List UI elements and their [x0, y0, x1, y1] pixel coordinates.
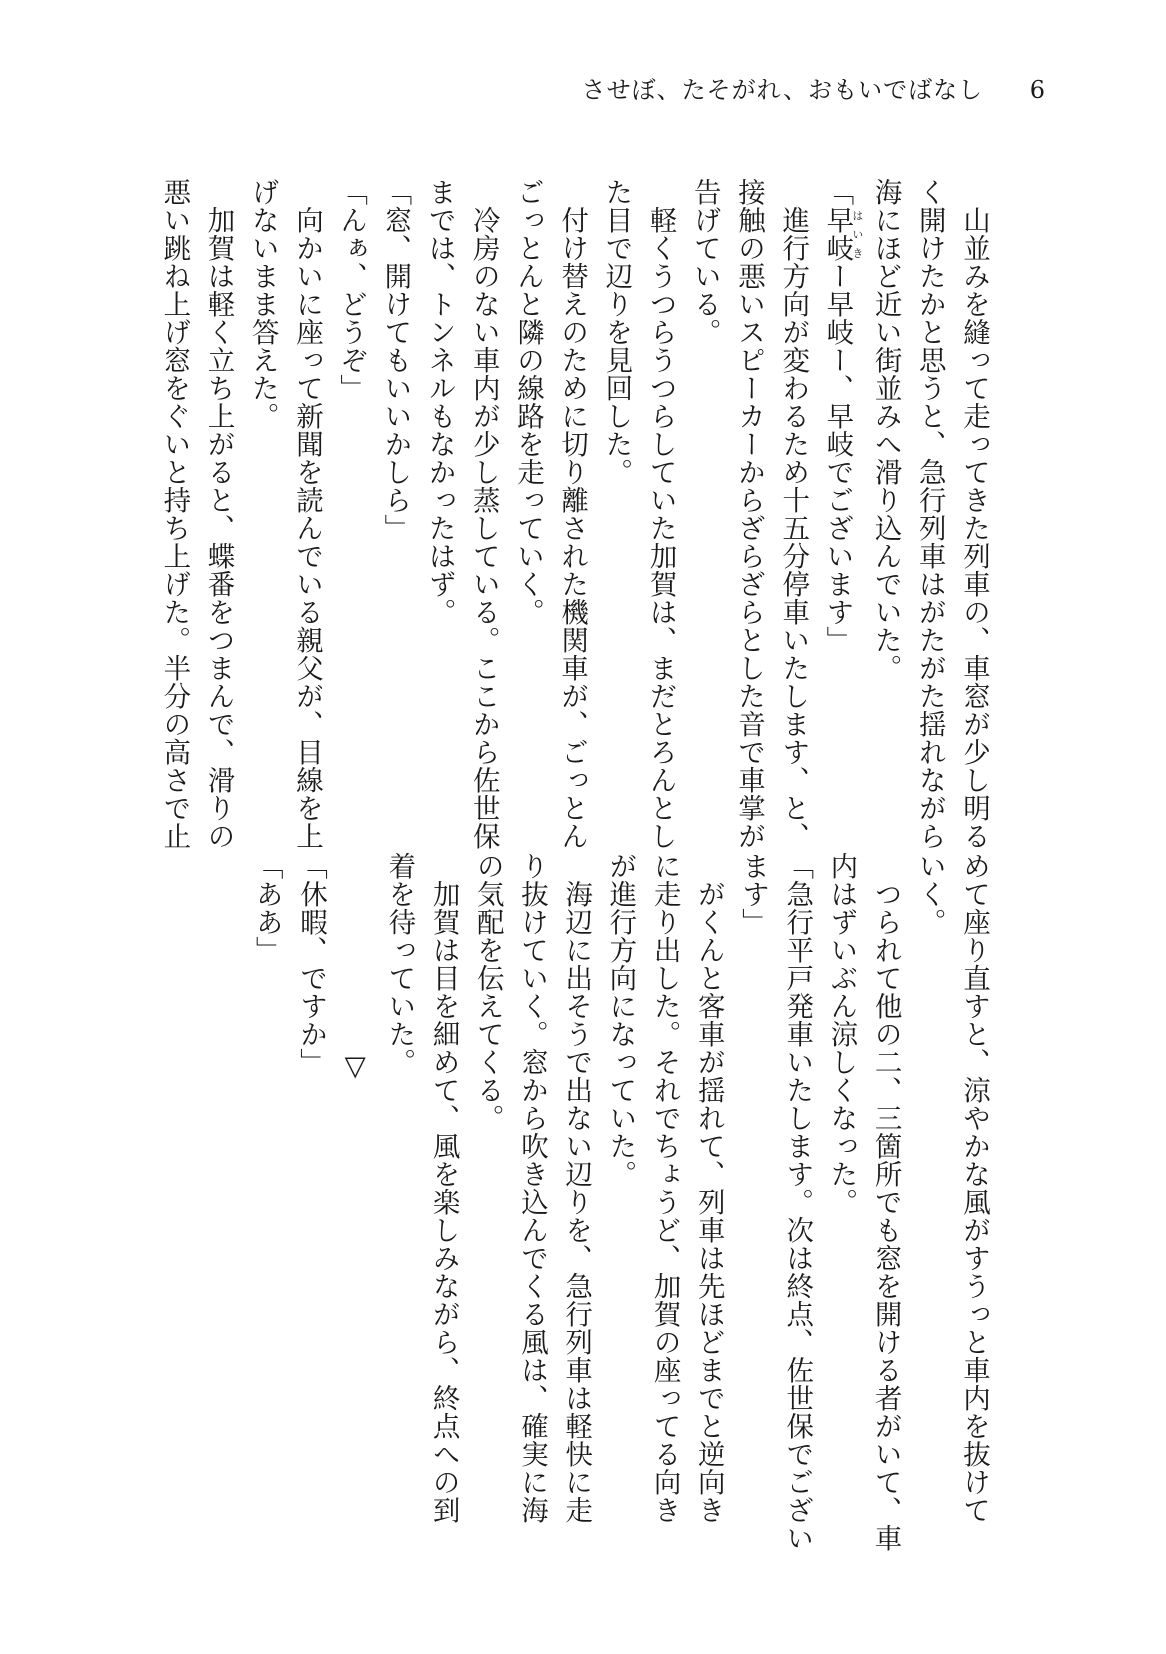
text-line: ます」 [736, 852, 769, 936]
text-line: 軽くうつらうつらしていた加賀は、まだとろんとし [644, 205, 677, 850]
text-line: 加賀は軽く立ち上がると、蝶番をつまんで、滑りの [202, 205, 235, 850]
text-line: 加賀は目を細めて、風を楽しみながら、終点への到 [427, 879, 460, 1524]
text-line: げないまま答えた。 [246, 178, 279, 430]
text-line: までは、トンネルもなかったはず。 [423, 178, 456, 626]
text-line: 内はずいぶん涼しくなった。 [825, 852, 858, 1216]
ruby-base: 早岐 [821, 206, 854, 262]
text-line: 向かいに座って新聞を読んでいる親父が、目線を上 [290, 205, 323, 850]
text-line: り抜けていく。窓から吹き込んでくる風は、確実に海 [515, 852, 548, 1524]
ruby-reading: はいき [850, 206, 864, 262]
text-line: 「休暇、ですか」 [294, 852, 327, 1076]
text-line: 海辺に出そうで出ない辺りを、急行列車は軽快に走 [560, 879, 593, 1524]
text-line: 「窓、開けてもいいかしら」 [379, 178, 412, 542]
text-line: 着を待っていた。 [383, 852, 416, 1076]
text-line: がくんと客車が揺れて、列車は先ほどまでと逆向き [692, 879, 725, 1524]
text-line: 海にほど近い街並みへ滑り込んでいた。 [869, 178, 902, 682]
text-segment: ー早岐ー、早岐でございます」 [821, 262, 854, 654]
text-line: に走り出した。それでちょうど、加賀の座ってる向き [648, 852, 681, 1524]
running-title: させぼ、たそがれ、おもいでばなし [581, 76, 984, 104]
text-line: 「ああ」 [250, 852, 283, 964]
text-line: いく。 [913, 852, 946, 936]
text-line: めて座り直すと、涼やかな風がすうっと車内を抜けて [958, 852, 990, 1524]
page-header [582, 70, 1046, 105]
text-line: 接触の悪いスピーカーからざらざらとした音で車掌が [732, 178, 765, 850]
text-line: 悪い跳ね上げ窓をぐいと持ち上げた。半分の高さで止 [158, 178, 191, 850]
ruby-annotation [821, 206, 864, 262]
text-line: が進行方向になっていた。 [604, 852, 637, 1188]
text-line: 冷房のない車内が少し蒸している。ここから佐世保 [467, 205, 500, 850]
text-line: 山並みを縫って走ってきた列車の、車窓が少し明る [958, 205, 990, 850]
text-line: ごっとんと隣の線路を走っていく。 [511, 178, 544, 626]
text-block-lower [245, 852, 996, 1552]
text-line: 進行方向が変わるため十五分停車いたします、と、 [777, 205, 810, 850]
text-line: 告げている。 [688, 178, 721, 346]
text-line: 付け替えのために切り離された機関車が、ごっとん [556, 205, 589, 850]
page-number: 6 [1029, 76, 1046, 104]
text-segment: 「 [821, 178, 854, 206]
text-line: 「急行平戸発車いたします。次は終点、佐世保でござい [781, 852, 814, 1552]
text-line [815, 178, 863, 838]
text-line: つられて他の二、三箇所でも窓を開ける者がいて、車 [869, 879, 902, 1552]
text-line: く開けたかと思うと、急行列車はがたがた揺れながら [913, 178, 946, 850]
text-block-upper [152, 178, 996, 850]
text-line: 「んぁ、どうぞ」 [335, 178, 368, 402]
scene-break-marker: ▽ [339, 1050, 372, 1083]
text-line: の気配を伝えてくる。 [471, 852, 504, 1132]
text-line: た目で辺りを見回した。 [600, 178, 633, 486]
